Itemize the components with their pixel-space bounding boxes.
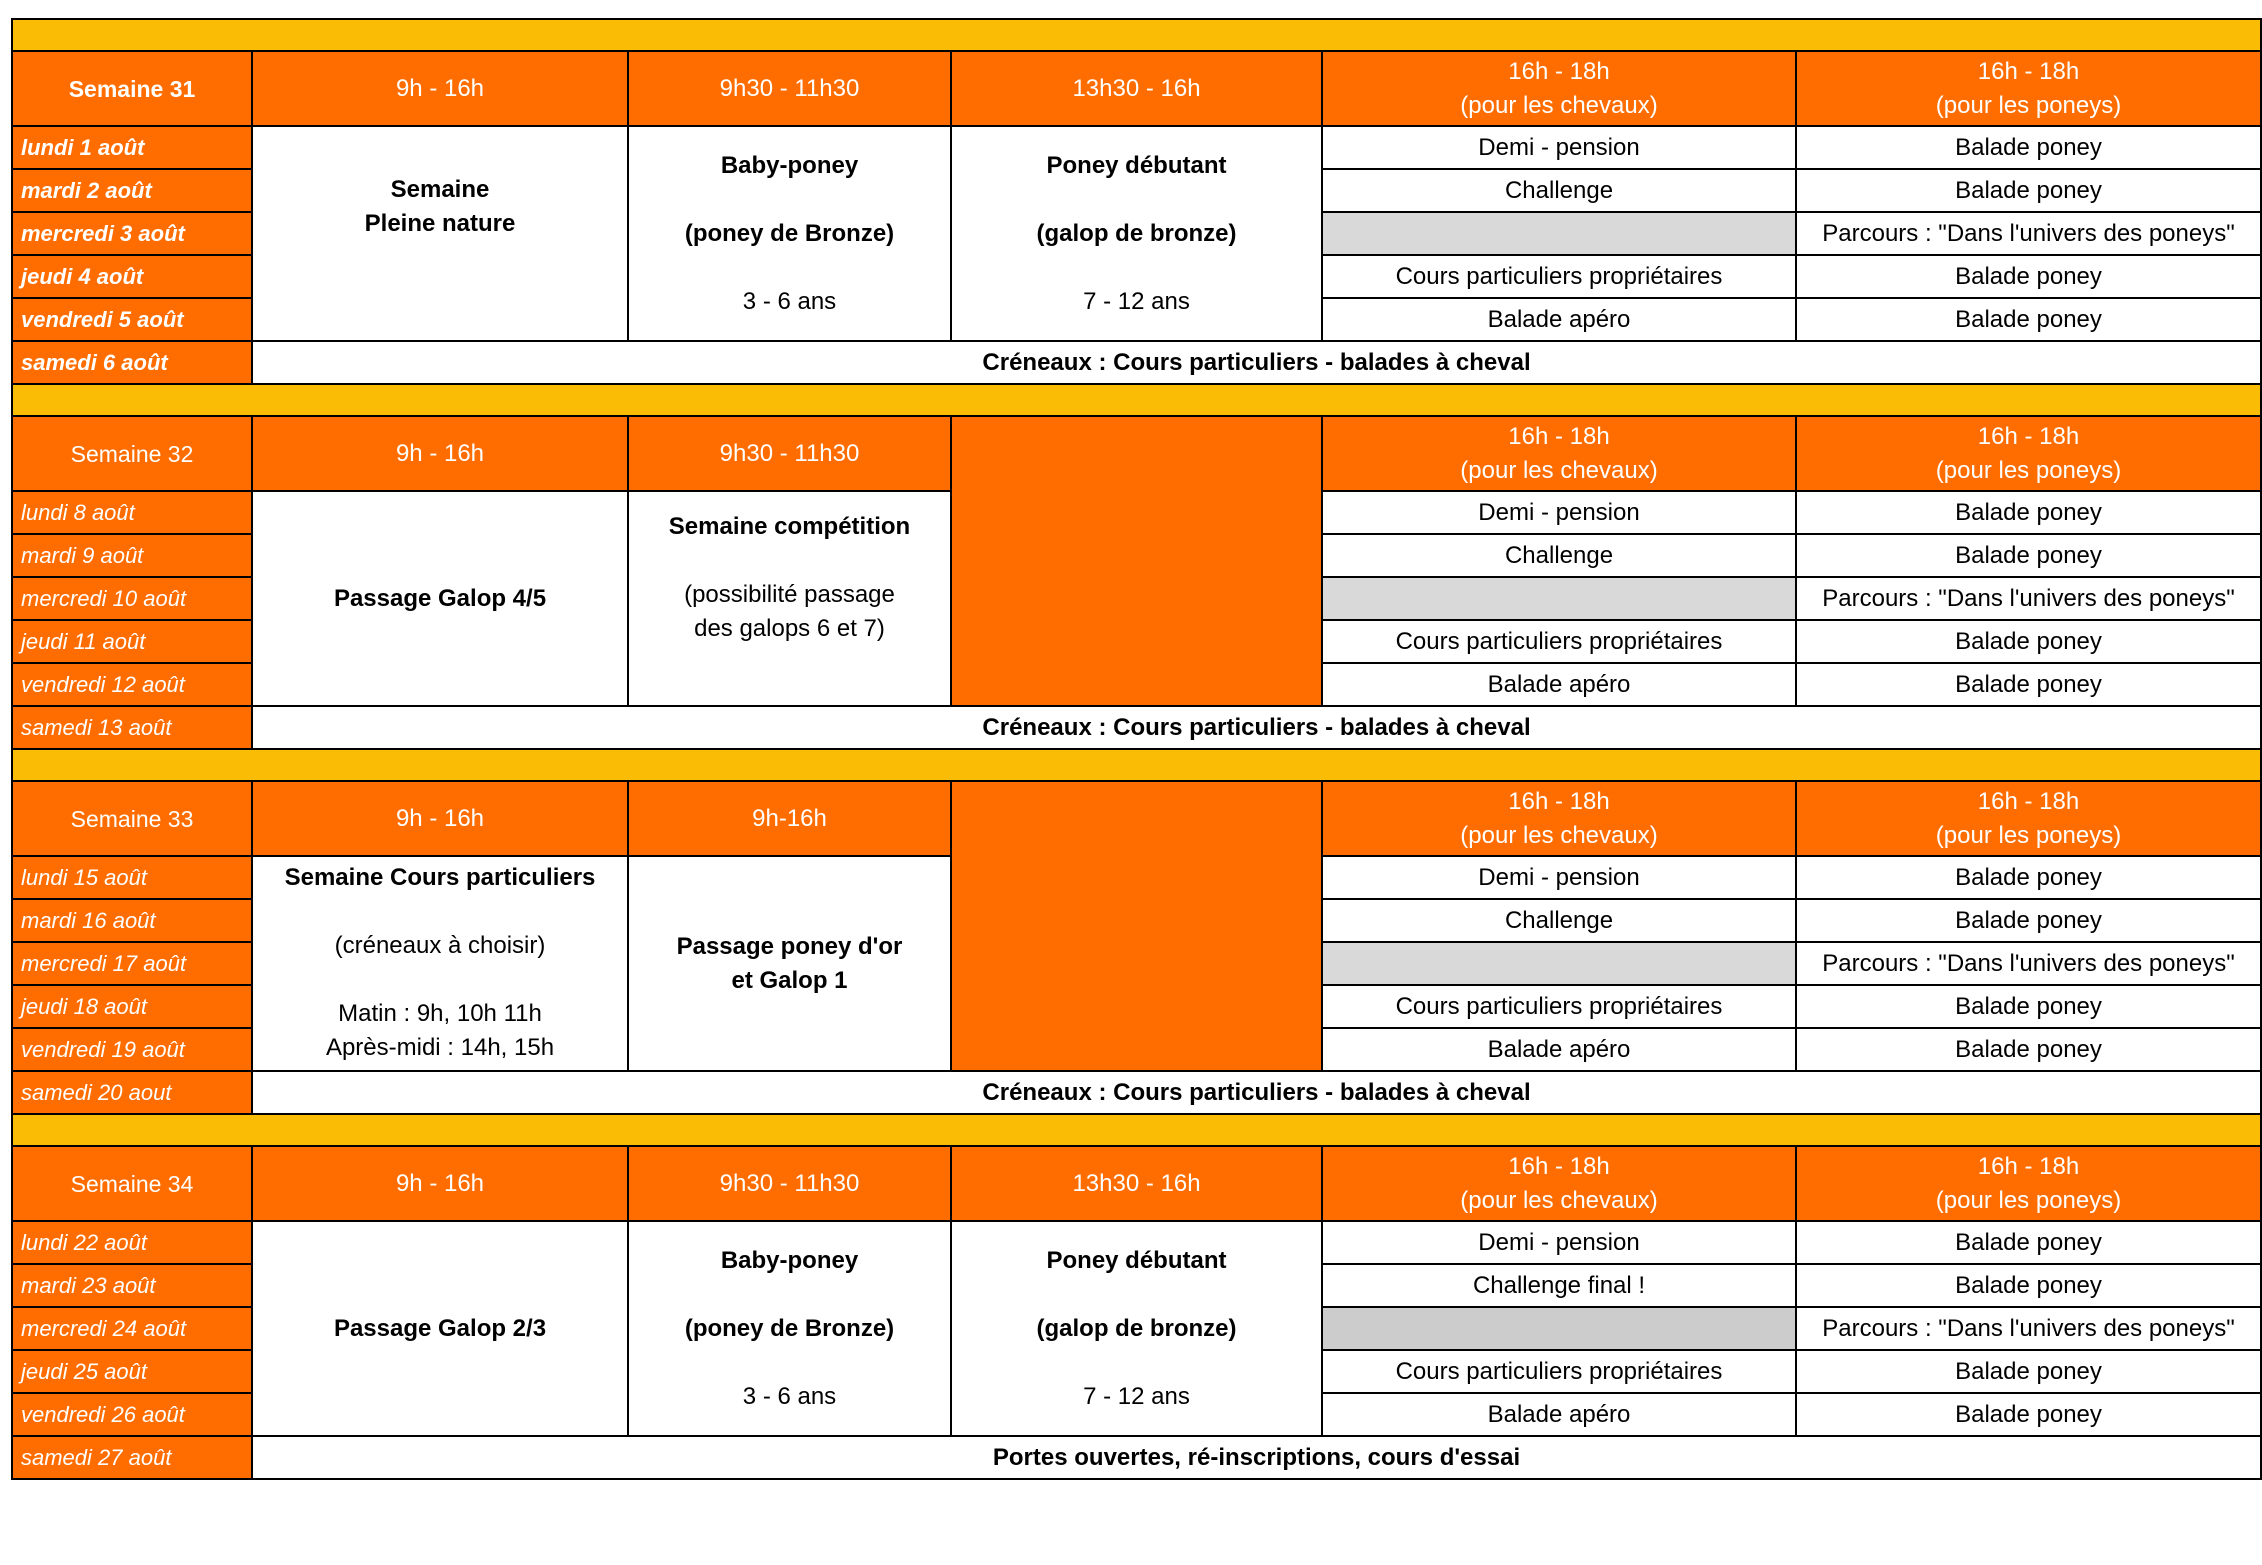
header-slot-9h-16h: 9h - 16h xyxy=(252,781,628,856)
header-slot-9h-16h: 9h - 16h xyxy=(252,1146,628,1221)
week-title: Semaine 31 xyxy=(12,51,252,126)
horse-activity: Demi - pension xyxy=(1322,856,1796,899)
horse-activity: Demi - pension xyxy=(1322,126,1796,169)
day-row xyxy=(12,126,2261,169)
activity-private-lessons: Semaine Cours particuliers (créneaux à choisir) Matin : 9h, 10h 11h Après-midi : 14h, 15h xyxy=(252,856,628,1071)
day-label: vendredi 26 août xyxy=(12,1393,252,1436)
schedule-table xyxy=(11,18,2262,1480)
horse-activity: Cours particuliers propriétaires xyxy=(1322,985,1796,1028)
pony-activity: Balade poney xyxy=(1796,985,2261,1028)
day-label: vendredi 12 août xyxy=(12,663,252,706)
header-slot-9h-16h: 9h - 16h xyxy=(252,51,628,126)
pony-activity: Parcours : "Dans l'univers des poneys" xyxy=(1796,577,2261,620)
day-label: jeudi 4 août xyxy=(12,255,252,298)
week-title: Semaine 34 xyxy=(12,1146,252,1221)
day-label: mercredi 10 août xyxy=(12,577,252,620)
activity-baby-poney: Baby-poney (poney de Bronze) 3 - 6 ans xyxy=(628,1221,951,1436)
day-label: samedi 6 août xyxy=(12,341,252,384)
horse-activity: Cours particuliers propriétaires xyxy=(1322,255,1796,298)
week-separator xyxy=(12,1114,2261,1146)
activity-competition: Semaine compétition (possibilité passage des galops 6 et 7) xyxy=(628,491,951,706)
header-slot-horses: 16h - 18h (pour les chevaux) xyxy=(1322,781,1796,856)
pony-activity: Balade poney xyxy=(1796,899,2261,942)
saturday-row xyxy=(12,341,2261,384)
header-slot-afternoon: 13h30 - 16h xyxy=(951,51,1322,126)
pony-activity: Parcours : "Dans l'univers des poneys" xyxy=(1796,942,2261,985)
day-label: lundi 15 août xyxy=(12,856,252,899)
day-label: samedi 27 août xyxy=(12,1436,252,1479)
saturday-row xyxy=(12,706,2261,749)
horse-activity: Challenge xyxy=(1322,169,1796,212)
day-label: samedi 20 aout xyxy=(12,1071,252,1114)
pony-activity: Balade poney xyxy=(1796,1221,2261,1264)
pony-activity: Balade poney xyxy=(1796,856,2261,899)
header-slot-ponies: 16h - 18h (pour les poneys) xyxy=(1796,416,2261,491)
pony-activity: Balade poney xyxy=(1796,1264,2261,1307)
pony-activity: Balade poney xyxy=(1796,1028,2261,1071)
header-slot-ponies: 16h - 18h (pour les poneys) xyxy=(1796,781,2261,856)
pony-activity: Parcours : "Dans l'univers des poneys" xyxy=(1796,1307,2261,1350)
horse-activity-empty xyxy=(1322,942,1796,985)
activity-baby-poney: Baby-poney (poney de Bronze) 3 - 6 ans xyxy=(628,126,951,341)
header-slot-afternoon: 13h30 - 16h xyxy=(951,1146,1322,1221)
saturday-activity: Créneaux : Cours particuliers - balades à cheval xyxy=(252,706,2261,749)
activity-week-theme: Semaine Pleine nature xyxy=(252,126,628,341)
blocked-slot xyxy=(951,781,1322,1071)
activity-poney-debutant: Poney débutant (galop de bronze) 7 - 12 ans xyxy=(951,126,1322,341)
header-slot-horses: 16h - 18h (pour les chevaux) xyxy=(1322,1146,1796,1221)
day-label: samedi 13 août xyxy=(12,706,252,749)
pony-activity: Balade poney xyxy=(1796,169,2261,212)
day-label: mardi 23 août xyxy=(12,1264,252,1307)
horse-activity: Cours particuliers propriétaires xyxy=(1322,1350,1796,1393)
horse-activity-empty xyxy=(1322,212,1796,255)
horse-activity: Balade apéro xyxy=(1322,1393,1796,1436)
day-label: lundi 1 août xyxy=(12,126,252,169)
horse-activity: Balade apéro xyxy=(1322,1028,1796,1071)
header-slot-morning: 9h30 - 11h30 xyxy=(628,51,951,126)
day-label: lundi 8 août xyxy=(12,491,252,534)
week-title: Semaine 32 xyxy=(12,416,252,491)
day-label: vendredi 5 août xyxy=(12,298,252,341)
week-header-row xyxy=(12,51,2261,126)
pony-activity: Balade poney xyxy=(1796,534,2261,577)
header-slot-horses: 16h - 18h (pour les chevaux) xyxy=(1322,416,1796,491)
horse-activity: Demi - pension xyxy=(1322,1221,1796,1264)
week-separator xyxy=(12,19,2261,51)
horse-activity: Balade apéro xyxy=(1322,298,1796,341)
saturday-activity: Créneaux : Cours particuliers - balades à cheval xyxy=(252,341,2261,384)
pony-activity: Parcours : "Dans l'univers des poneys" xyxy=(1796,212,2261,255)
day-label: lundi 22 août xyxy=(12,1221,252,1264)
pony-activity: Balade poney xyxy=(1796,255,2261,298)
day-row xyxy=(12,1221,2261,1264)
pony-activity: Balade poney xyxy=(1796,620,2261,663)
day-label: mercredi 24 août xyxy=(12,1307,252,1350)
horse-activity: Challenge xyxy=(1322,899,1796,942)
header-slot-9h-16h: 9h - 16h xyxy=(252,416,628,491)
day-label: mardi 16 août xyxy=(12,899,252,942)
horse-activity-empty xyxy=(1322,1307,1796,1350)
day-label: mercredi 3 août xyxy=(12,212,252,255)
day-label: mardi 2 août xyxy=(12,169,252,212)
horse-activity: Demi - pension xyxy=(1322,491,1796,534)
day-label: jeudi 25 août xyxy=(12,1350,252,1393)
header-slot-ponies: 16h - 18h (pour les poneys) xyxy=(1796,51,2261,126)
blocked-slot xyxy=(951,416,1322,706)
saturday-row xyxy=(12,1436,2261,1479)
day-label: vendredi 19 août xyxy=(12,1028,252,1071)
week-header-row xyxy=(12,416,2261,491)
pony-activity: Balade poney xyxy=(1796,298,2261,341)
activity-galop-4-5: Passage Galop 4/5 xyxy=(252,491,628,706)
day-label: mercredi 17 août xyxy=(12,942,252,985)
header-slot-horses: 16h - 18h (pour les chevaux) xyxy=(1322,51,1796,126)
activity-galop-2-3: Passage Galop 2/3 xyxy=(252,1221,628,1436)
activity-poney-debutant: Poney débutant (galop de bronze) 7 - 12 ans xyxy=(951,1221,1322,1436)
day-label: jeudi 11 août xyxy=(12,620,252,663)
activity-poney-dor: Passage poney d'or et Galop 1 xyxy=(628,856,951,1071)
saturday-activity: Créneaux : Cours particuliers - balades à cheval xyxy=(252,1071,2261,1114)
horse-activity: Balade apéro xyxy=(1322,663,1796,706)
pony-activity: Balade poney xyxy=(1796,491,2261,534)
horse-activity: Challenge final ! xyxy=(1322,1264,1796,1307)
week-separator xyxy=(12,749,2261,781)
saturday-activity: Portes ouvertes, ré-inscriptions, cours d'essai xyxy=(252,1436,2261,1479)
header-slot-morning: 9h30 - 11h30 xyxy=(628,1146,951,1221)
pony-activity: Balade poney xyxy=(1796,663,2261,706)
week-header-row xyxy=(12,781,2261,856)
saturday-row xyxy=(12,1071,2261,1114)
day-label: jeudi 18 août xyxy=(12,985,252,1028)
horse-activity-empty xyxy=(1322,577,1796,620)
pony-activity: Balade poney xyxy=(1796,126,2261,169)
pony-activity: Balade poney xyxy=(1796,1350,2261,1393)
header-slot-ponies: 16h - 18h (pour les poneys) xyxy=(1796,1146,2261,1221)
pony-activity: Balade poney xyxy=(1796,1393,2261,1436)
day-label: mardi 9 août xyxy=(12,534,252,577)
horse-activity: Cours particuliers propriétaires xyxy=(1322,620,1796,663)
header-slot-morning: 9h-16h xyxy=(628,781,951,856)
week-header-row xyxy=(12,1146,2261,1221)
week-separator xyxy=(12,384,2261,416)
header-slot-morning: 9h30 - 11h30 xyxy=(628,416,951,491)
week-title: Semaine 33 xyxy=(12,781,252,856)
horse-activity: Challenge xyxy=(1322,534,1796,577)
